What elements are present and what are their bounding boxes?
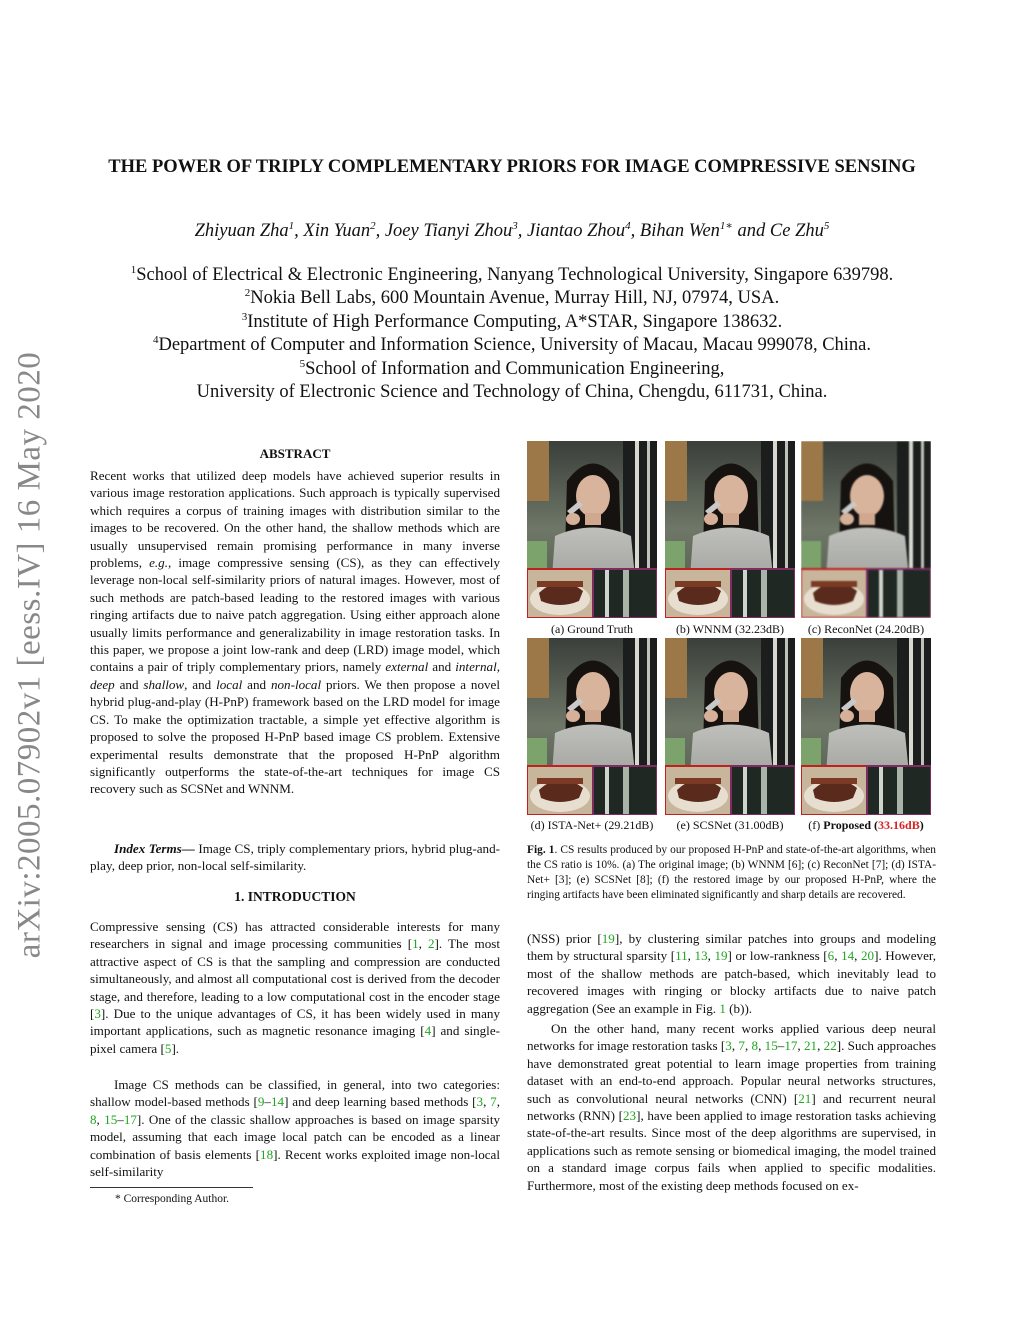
author: Bihan Wen xyxy=(639,221,720,241)
affiliations xyxy=(90,264,934,404)
citation-link[interactable]: 19 xyxy=(601,931,615,946)
citation-link[interactable]: 3 xyxy=(94,1006,101,1022)
citation-link[interactable]: 15 xyxy=(764,1038,778,1054)
figure-panel-ground-truth xyxy=(527,441,657,618)
citation-link[interactable]: 19 xyxy=(714,948,728,964)
citation-link[interactable]: 14 xyxy=(270,1094,285,1110)
figure-panel-proposed xyxy=(801,638,931,815)
affiliation-line: $^4$Department of Computer and Information Science, University of Macau, Macau 999078, China. xyxy=(152,334,872,356)
citation-link[interactable]: 17 xyxy=(123,1111,137,1127)
section-heading-introduction: 1. INTRODUCTION xyxy=(234,889,356,904)
intro-paragraph-2: Image CS methods can be classified, in general, into two categories: shallow model-based methods [9–14] and deep learning based methods [3, 7, 8, 15–17]. One of the classic shallow approaches is based on image sparsity model, assuming that each image local patch can be encoded as a linear combination of basis elements [18]. Recent works exploited image non-local self-similarity xyxy=(90,1077,501,1180)
figure-panel-wnnm xyxy=(665,441,795,618)
figure-panel-reconnet xyxy=(801,441,931,618)
footnote: * Corresponding Author. xyxy=(115,1193,230,1205)
citation-link[interactable]: 21 xyxy=(798,1090,812,1106)
affiliation-line: $^5$School of Information and Communication Engineering, xyxy=(299,357,725,379)
subfigure-label: (d) ISTA-Net+ (29.21dB) xyxy=(530,818,654,832)
citation-link[interactable]: 7 xyxy=(490,1094,497,1110)
citation-link[interactable]: 3 xyxy=(476,1094,484,1110)
citation-link[interactable]: 5 xyxy=(164,1040,172,1056)
citation-link[interactable]: 1 xyxy=(412,936,419,952)
citation-link[interactable]: 2 xyxy=(428,936,435,952)
citation-link[interactable]: 9 xyxy=(257,1094,265,1110)
citation-link[interactable]: 21 xyxy=(803,1038,818,1054)
author: Jiantao Zhou xyxy=(527,221,626,241)
author-list: Zhiyuan Zha$^1$, Xin Yuan$^2$, Joey Tianyi Zhou$^3$, Jiantao Zhou$^4$, Bihan Wen$^{1∗}$ and Ce Zhu$^5$ xyxy=(194,219,830,241)
citation-link[interactable]: 23 xyxy=(623,1108,637,1124)
citation-link[interactable]: 6 xyxy=(827,948,835,964)
citation-link[interactable]: 4 xyxy=(424,1023,432,1039)
citation-link[interactable]: 14 xyxy=(841,948,855,964)
affiliation-line: University of Electronic Science and Technology of China, Chengdu, 611731, China. xyxy=(196,382,828,403)
figure-caption: Fig. 1. CS results produced by our proposed H-PnP and state-of-the-art algorithms, when the CS ratio is 10%. (a) The original image; (b) WNNM [6]; (c) ReconNet [7]; (d) ISTA-Net+ [3]; (e) SCSNet [8]; (f) the restored image by our proposed H-PnP, where the ringing artifacts have been eliminated significantly and sharp details are recovered. xyxy=(527,844,936,901)
citation-link[interactable]: 8 xyxy=(751,1038,759,1054)
citation-link[interactable]: 15 xyxy=(104,1111,118,1127)
affiliation-line: $^1$School of Electrical & Electronic Engineering, Nanyang Technological University, Singapore 639798. xyxy=(130,263,894,285)
author: Xin Yuan xyxy=(303,221,371,241)
figure-panel-ista-net xyxy=(527,638,657,815)
affiliation-line: $^2$Nokia Bell Labs, 600 Mountain Avenue, Murray Hill, NJ, 07974, USA. xyxy=(244,287,780,309)
paper-title: THE POWER OF TRIPLY COMPLEMENTARY PRIORS FOR IMAGE COMPRESSIVE SENSING xyxy=(108,157,916,177)
citation-link[interactable]: 8 xyxy=(90,1111,97,1127)
arxiv-sidebar xyxy=(8,340,52,970)
citation-link[interactable]: 11 xyxy=(675,948,688,964)
citation-link[interactable]: 22 xyxy=(823,1038,837,1054)
author: and Ce Zhu xyxy=(737,221,824,241)
subfigure-label: (e) SCSNet (31.00dB) xyxy=(676,818,784,832)
index-terms: Index Terms— Image CS, triply complementary priors, hybrid plug-and-play, deep prior, non-local self-similarity. xyxy=(90,841,501,874)
citation-link[interactable]: 3 xyxy=(725,1038,732,1054)
subfigure-label: (c) ReconNet (24.20dB) xyxy=(807,622,925,636)
citation-link[interactable]: 7 xyxy=(738,1038,745,1054)
affiliation-line: $^3$Institute of High Performance Computing, A*STAR, Singapore 138632. xyxy=(241,310,783,332)
figure-panel-scsnet xyxy=(665,638,795,815)
footnote-rule xyxy=(90,1187,253,1188)
abstract-heading: ABSTRACT xyxy=(259,446,331,461)
arxiv-id: arXiv:2005.07902v1 [eess.IV] 16 May 2020 xyxy=(11,351,48,959)
citation-link[interactable]: 13 xyxy=(694,948,708,964)
subfigure-label-proposed: (f) Proposed (33.16dB) xyxy=(808,818,924,832)
right-paragraph-1: (NSS) prior [19], by clustering similar patches into groups and modeling them by structural sparsity [11, 13, 19] or low-rankness [6, 14, 20]. However, most of the shallow methods are patch-based, which inevitably lead to recovered images with ringing or blocky artifacts due to naive patch aggregation (See an example in Fig. 1 (b)). xyxy=(527,931,937,1016)
intro-paragraph-1: Compressive sensing (CS) has attracted considerable interests for many researchers in signal and image processing communities [1, 2]. The most attractive aspect of CS is that the sampling and compression are conducted simultaneously, and almost all computational cost is derived from the decoder stage, and therefore, leading to a low computational cost in the encoder stage [3]. Due to the unique advantages of CS, it has been widely used in many important applications, such as magnetic resonance imaging [4] and single-pixel camera [5]. xyxy=(90,919,500,1056)
author: Joey Tianyi Zhou xyxy=(384,221,513,241)
citation-link[interactable]: 17 xyxy=(784,1038,798,1054)
subfigure-label: (b) WNNM (32.23dB) xyxy=(675,622,785,636)
figure-link[interactable]: 1 xyxy=(719,1000,726,1016)
author: Zhiyuan Zha xyxy=(194,221,289,241)
citation-link[interactable]: 20 xyxy=(861,948,875,964)
citation-link[interactable]: 18 xyxy=(260,1146,274,1162)
subfigure-label: (a) Ground Truth xyxy=(550,622,633,636)
abstract-body: Recent works that utilized deep models have achieved superior results in various image restoration applications. Such approach is typically supervised which requires a corpus of training images with distribution similar to the images to be recovered. On the other hand, the shallow methods which are usually unsupervised remain promising performance in many inverse problems, e.g., image compressive sensing (CS), as they can effectively leverage non-local self-similarity priors of natural images. However, most of such methods are patch-based leading to the restored images with various ringing artifacts due to naive patch aggregation. Using either approach alone usually limits performance and generalizability in image restoration tasks. In this paper, we propose a joint low-rank and deep (LRD) image model, which contains a pair of triply complementary priors, namely external and internal, deep and shallow, and local and non-local priors. We then propose a novel hybrid plug-and-play (H-PnP) framework based on the LRD model for image CS. To make the optimization tractable, a simple yet effective algorithm is proposed to solve the proposed H-PnP based image CS problem. Extensive experimental results demonstrate that the proposed H-PnP algorithm significantly outperforms the state-of-the-art techniques for image CS recovery such as SCSNet and WNNM. xyxy=(90,468,501,797)
right-paragraph-2: On the other hand, many recent works applied various deep neural networks for image restoration tasks [3, 7, 8, 15–17, 21, 22]. Such approaches have demonstrated great potential to learn image properties from training dataset with an end-to-end approach. Popular neural networks structures, such as convolutional neural networks (CNN) [21] and recurrent neural networks (RNN) [23], have been applied to image restoration tasks achieving state-of-the-art results. Since most of the deep algorithms are supervised, in applications such as remote sensing or biomedical imaging, the model trained on a standard image corpus fails when applied to specific modalities. Furthermore, most of the existing deep methods focused on ex- xyxy=(527,1021,937,1193)
